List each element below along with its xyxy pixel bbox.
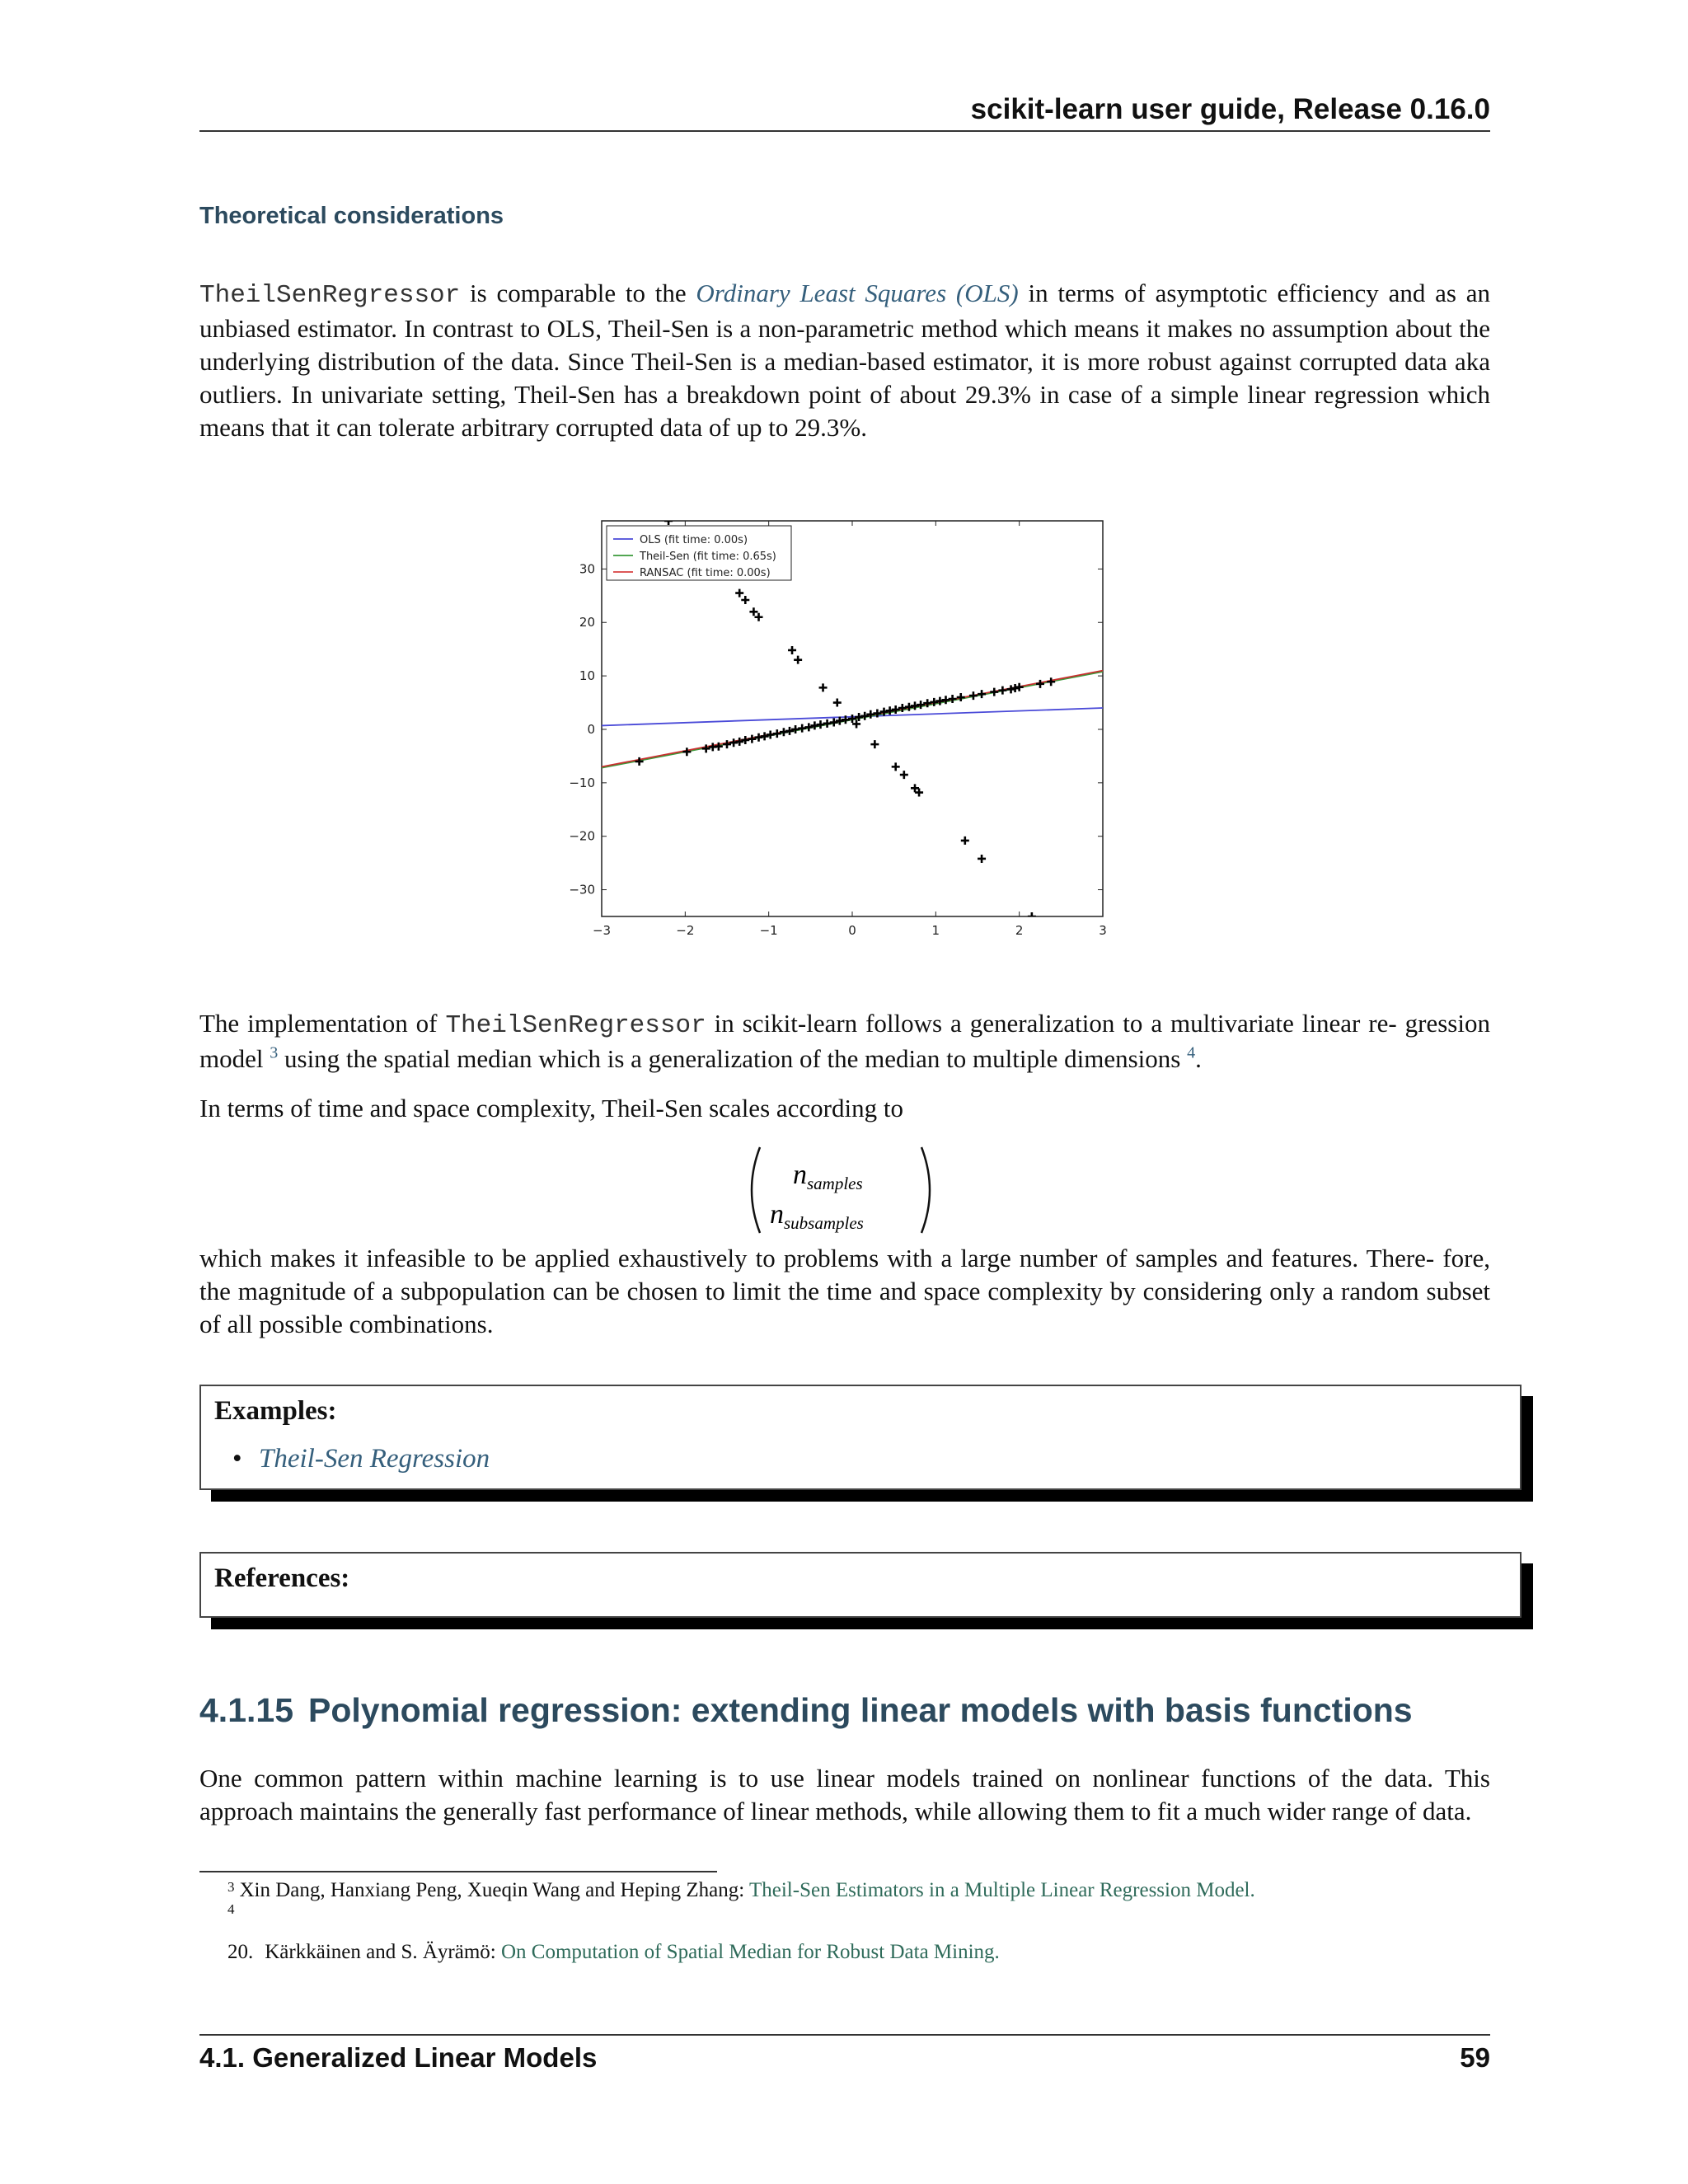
theil-sen-figure bbox=[544, 511, 1121, 940]
footnote-4-mark: 4 bbox=[227, 1901, 235, 1917]
section-heading bbox=[199, 1690, 1413, 1731]
footnote-4 bbox=[227, 1900, 240, 1925]
bullet: • bbox=[232, 1444, 242, 1474]
legend-label: RANSAC (fit time: 0.00s) bbox=[640, 567, 771, 579]
footnote-3-mark: 3 bbox=[227, 1879, 235, 1895]
theil-sen-regression-link[interactable]: Theil-Sen Regression bbox=[259, 1444, 490, 1474]
x-tick-label: −3 bbox=[592, 923, 612, 938]
footnote-ref-3[interactable]: 3 bbox=[270, 1043, 279, 1062]
x-tick-label: 1 bbox=[931, 923, 940, 938]
paragraph-complexity: In terms of time and space complexity, Theil-Sen scales according to bbox=[199, 1094, 903, 1122]
y-tick-label: 20 bbox=[579, 615, 595, 630]
footnote-ref-4[interactable]: 4 bbox=[1187, 1043, 1196, 1062]
footnote-3-text: Xin Dang, Hanxiang Peng, Xueqin Wang and Heping Zhang: bbox=[239, 1879, 749, 1901]
footer-rule bbox=[199, 2034, 1490, 2036]
para2-text-a: The implementation of bbox=[199, 1009, 446, 1038]
para2-text-c: using the spatial median which is a generalization of the median to multiple dimensions bbox=[278, 1044, 1188, 1073]
references-box bbox=[199, 1552, 1522, 1618]
y-tick-label: 30 bbox=[579, 561, 595, 577]
para2-text-b: in scikit-learn follows a generalization to a multivariate linear re- gression model bbox=[199, 1009, 1490, 1073]
x-tick-label: 2 bbox=[1015, 923, 1024, 938]
legend-label: Theil-Sen (fit time: 0.65s) bbox=[640, 551, 776, 563]
formula-bottom: $n_{subsamples}$ bbox=[770, 1199, 864, 1233]
footnote-4-text: Kärkkäinen and S. Äyrämö: bbox=[265, 1941, 501, 1963]
para2-text-d: . bbox=[1195, 1044, 1202, 1073]
footnote-4-link[interactable]: On Computation of Spatial Median for Robust Data Mining. bbox=[500, 1941, 1000, 1963]
footer-section: 4.1. Generalized Linear Models bbox=[199, 2042, 598, 2073]
x-tick-label: −1 bbox=[759, 923, 778, 938]
footnote-rule bbox=[199, 1871, 717, 1872]
section-title: Polynomial regression: extending linear models with basis functions bbox=[308, 1691, 1413, 1729]
page-number: 59 bbox=[1460, 2042, 1490, 2073]
paragraph-polynomial: One common pattern within machine learning is to use linear models trained on nonlinear functions of the data. This approach maintains the generally fast performance of linear methods, while allowing them to fit a much wider range of data. bbox=[199, 1764, 1490, 1825]
running-header: scikit-learn user guide, Release 0.16.0 bbox=[970, 93, 1490, 125]
code-theilsenregressor: TheilSenRegressor bbox=[199, 281, 461, 310]
legend-label: OLS (fit time: 0.00s) bbox=[640, 534, 748, 546]
x-tick-label: −2 bbox=[676, 923, 695, 938]
formula-top: $n_{samples}$ bbox=[793, 1160, 863, 1193]
para1-text-a: is comparable to the bbox=[460, 279, 696, 307]
ols-link[interactable]: Ordinary Least Squares (OLS) bbox=[696, 279, 1019, 307]
examples-box bbox=[199, 1385, 1522, 1490]
examples-item bbox=[232, 1442, 490, 1475]
paragraph-theoretical bbox=[199, 277, 1490, 444]
subsection-heading: Theoretical considerations bbox=[199, 203, 504, 229]
x-tick-label: 3 bbox=[1099, 923, 1107, 938]
header-rule bbox=[199, 130, 1490, 132]
y-tick-label: −30 bbox=[569, 882, 595, 898]
code-theilsenregressor-2: TheilSenRegressor bbox=[445, 1011, 706, 1040]
footnote-3-link[interactable]: Theil-Sen Estimators in a Multiple Linear Regression Model. bbox=[748, 1879, 1255, 1901]
binomial-formula bbox=[742, 1141, 940, 1240]
plot-area bbox=[569, 517, 1106, 938]
footnote-3 bbox=[227, 1878, 1255, 1903]
y-tick-label: 10 bbox=[579, 668, 595, 684]
footnote-4-number: 20. bbox=[227, 1941, 254, 1963]
references-title: References: bbox=[214, 1563, 350, 1593]
x-tick-label: 0 bbox=[848, 923, 856, 938]
y-tick-label: −20 bbox=[569, 828, 595, 844]
footnote-4-body bbox=[227, 1940, 1000, 1965]
y-tick-label: 0 bbox=[587, 721, 595, 737]
y-tick-label: −10 bbox=[569, 775, 595, 790]
paragraph-infeasible: which makes it infeasible to be applied exhaustively to problems with a large number of samples and features. There- fore, the magnitude of a subpopulation can be chosen to limit the time and space complexity by considering only a random subset of all possible combinations. bbox=[199, 1244, 1490, 1338]
section-number: 4.1.15 bbox=[199, 1691, 293, 1729]
paragraph-implementation bbox=[199, 1007, 1490, 1076]
examples-title: Examples: bbox=[214, 1396, 337, 1426]
para1-text-b: in terms of asymptotic efficiency and as an unbiased estimator. In contrast to OLS, Theil-Sen is a non-parametric method which means it makes no assumption about the underlying distribution of the data. Since Theil-Sen is a median-based estimator, it is more robust against corrupted data aka outliers. In univariate setting, Theil-Sen has a breakdown point of about 29.3% in case of a simple linear regression which means that it can tolerate arbitrary corrupted data of up to 29.3%. bbox=[199, 279, 1490, 442]
